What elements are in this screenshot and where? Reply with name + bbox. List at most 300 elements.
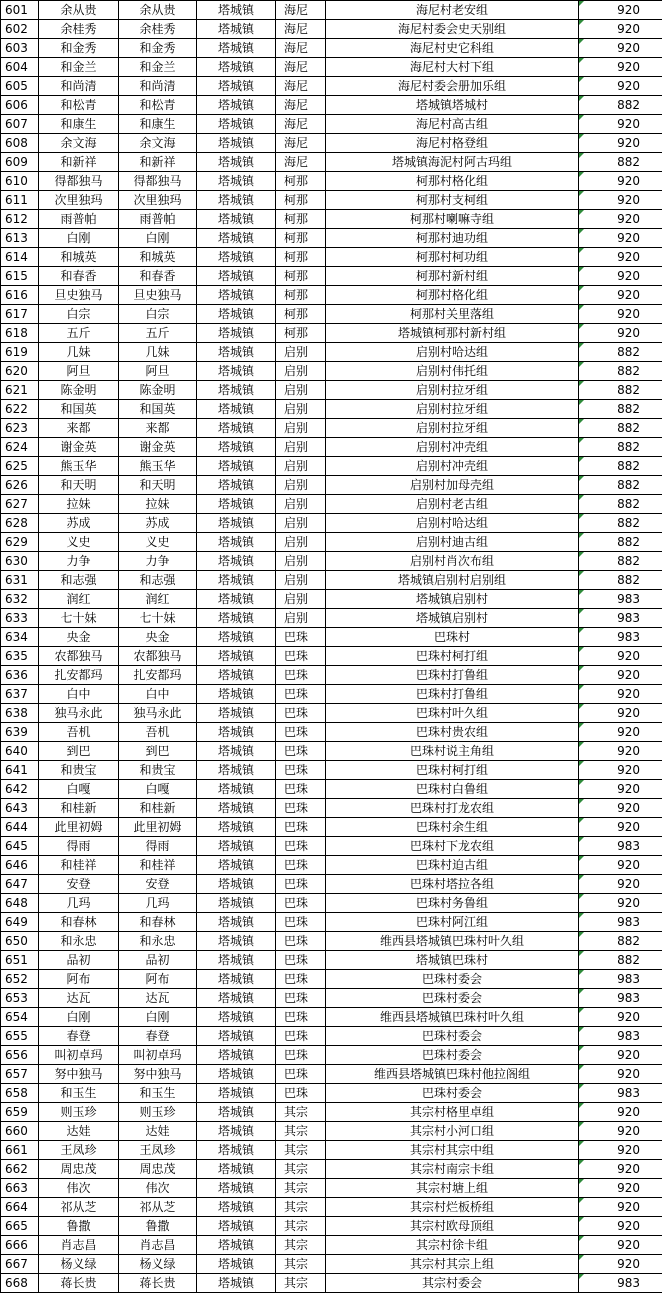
town-cell: 塔城镇 <box>197 115 276 134</box>
village-cell: 巴珠 <box>276 685 326 704</box>
town-cell: 塔城镇 <box>197 856 276 875</box>
town-cell: 塔城镇 <box>197 875 276 894</box>
amount-cell: 920 <box>579 1103 662 1122</box>
name-cell: 达娃 <box>39 1122 119 1141</box>
address-cell: 巴珠村迫古组 <box>326 856 579 875</box>
table-row <box>1 476 662 495</box>
address-cell: 巴珠村委会 <box>326 970 579 989</box>
name-cell-2: 来都 <box>119 419 197 438</box>
town-cell: 塔城镇 <box>197 799 276 818</box>
row-number: 661 <box>1 1141 39 1160</box>
amount-cell: 983 <box>579 1084 662 1103</box>
village-cell: 海尼 <box>276 153 326 172</box>
amount-cell: 920 <box>579 875 662 894</box>
village-cell: 巴珠 <box>276 1008 326 1027</box>
name-cell: 周忠茂 <box>39 1160 119 1179</box>
row-number: 642 <box>1 780 39 799</box>
amount-cell: 920 <box>579 894 662 913</box>
village-cell: 海尼 <box>276 96 326 115</box>
name-cell: 苏成 <box>39 514 119 533</box>
town-cell: 塔城镇 <box>197 742 276 761</box>
name-cell: 余文海 <box>39 134 119 153</box>
table-row <box>1 590 662 609</box>
address-cell: 其宗村小河口组 <box>326 1122 579 1141</box>
table-row <box>1 647 662 666</box>
village-cell: 启别 <box>276 514 326 533</box>
town-cell: 塔城镇 <box>197 1065 276 1084</box>
row-number: 639 <box>1 723 39 742</box>
name-cell-2: 和贵宝 <box>119 761 197 780</box>
address-cell: 其宗村委会 <box>326 1274 579 1293</box>
name-cell-2: 和金秀 <box>119 39 197 58</box>
village-cell: 巴珠 <box>276 704 326 723</box>
row-number: 668 <box>1 1274 39 1293</box>
name-cell: 鲁撒 <box>39 1217 119 1236</box>
name-cell-2: 和城英 <box>119 248 197 267</box>
name-cell: 白刚 <box>39 229 119 248</box>
amount-cell: 882 <box>579 96 662 115</box>
address-cell: 柯那村格化组 <box>326 172 579 191</box>
village-cell: 启别 <box>276 552 326 571</box>
address-cell: 柯那村迪功组 <box>326 229 579 248</box>
address-cell: 其宗村南宗卡组 <box>326 1160 579 1179</box>
row-number: 610 <box>1 172 39 191</box>
table-row <box>1 1141 662 1160</box>
name-cell: 白嘎 <box>39 780 119 799</box>
amount-cell: 983 <box>579 989 662 1008</box>
village-cell: 巴珠 <box>276 970 326 989</box>
row-number: 655 <box>1 1027 39 1046</box>
name-cell-2: 五斤 <box>119 324 197 343</box>
row-number: 611 <box>1 191 39 210</box>
town-cell: 塔城镇 <box>197 666 276 685</box>
address-cell: 巴珠村委会 <box>326 1027 579 1046</box>
address-cell: 柯那村支柯组 <box>326 191 579 210</box>
name-cell-2: 余桂秀 <box>119 20 197 39</box>
row-number: 666 <box>1 1236 39 1255</box>
name-cell: 义史 <box>39 533 119 552</box>
table-row <box>1 894 662 913</box>
address-cell: 柯那村关里落组 <box>326 305 579 324</box>
table-body <box>1 1 662 1293</box>
row-number: 650 <box>1 932 39 951</box>
village-cell: 其宗 <box>276 1179 326 1198</box>
table-row <box>1 685 662 704</box>
town-cell: 塔城镇 <box>197 324 276 343</box>
village-cell: 巴珠 <box>276 799 326 818</box>
name-cell-2: 义史 <box>119 533 197 552</box>
amount-cell: 920 <box>579 191 662 210</box>
village-cell: 其宗 <box>276 1198 326 1217</box>
row-number: 640 <box>1 742 39 761</box>
name-cell-2: 周忠茂 <box>119 1160 197 1179</box>
name-cell: 雨普帕 <box>39 210 119 229</box>
name-cell: 谢金英 <box>39 438 119 457</box>
amount-cell: 920 <box>579 1236 662 1255</box>
amount-cell: 920 <box>579 1179 662 1198</box>
table-row <box>1 932 662 951</box>
village-cell: 其宗 <box>276 1217 326 1236</box>
row-number: 651 <box>1 951 39 970</box>
address-cell: 启别村哈达组 <box>326 343 579 362</box>
name-cell-2: 阿布 <box>119 970 197 989</box>
amount-cell: 920 <box>579 1008 662 1027</box>
address-cell: 维西县塔城镇巴珠村叶久组 <box>326 932 579 951</box>
address-cell: 启别村伟托组 <box>326 362 579 381</box>
amount-cell: 882 <box>579 362 662 381</box>
village-cell: 巴珠 <box>276 723 326 742</box>
village-cell: 柯那 <box>276 229 326 248</box>
address-cell: 启别村肖次布组 <box>326 552 579 571</box>
row-number: 622 <box>1 400 39 419</box>
row-number: 660 <box>1 1122 39 1141</box>
village-cell: 巴珠 <box>276 875 326 894</box>
village-cell: 柯那 <box>276 248 326 267</box>
address-cell: 巴珠村余生组 <box>326 818 579 837</box>
address-cell: 巴珠村务鲁组 <box>326 894 579 913</box>
town-cell: 塔城镇 <box>197 172 276 191</box>
name-cell-2: 鲁撒 <box>119 1217 197 1236</box>
town-cell: 塔城镇 <box>197 1236 276 1255</box>
address-cell: 海尼村大村下组 <box>326 58 579 77</box>
table-row <box>1 381 662 400</box>
name-cell-2: 蒋长贵 <box>119 1274 197 1293</box>
name-cell-2: 吾机 <box>119 723 197 742</box>
village-cell: 巴珠 <box>276 856 326 875</box>
address-cell: 海尼村委会册加乐组 <box>326 77 579 96</box>
row-number: 609 <box>1 153 39 172</box>
address-cell: 塔城镇巴珠村 <box>326 951 579 970</box>
name-cell: 王凤珍 <box>39 1141 119 1160</box>
table-row <box>1 1160 662 1179</box>
town-cell: 塔城镇 <box>197 438 276 457</box>
name-cell-2: 七十妹 <box>119 609 197 628</box>
amount-cell: 920 <box>579 305 662 324</box>
address-cell: 巴珠村委会 <box>326 1084 579 1103</box>
table-row <box>1 989 662 1008</box>
name-cell: 吾机 <box>39 723 119 742</box>
village-cell: 巴珠 <box>276 666 326 685</box>
table-row <box>1 875 662 894</box>
name-cell: 几妹 <box>39 343 119 362</box>
table-row <box>1 742 662 761</box>
name-cell: 农都独马 <box>39 647 119 666</box>
name-cell-2: 几妹 <box>119 343 197 362</box>
amount-cell: 882 <box>579 153 662 172</box>
name-cell: 得都独马 <box>39 172 119 191</box>
name-cell-2: 杨义绿 <box>119 1255 197 1274</box>
table-row <box>1 191 662 210</box>
name-cell: 和贵宝 <box>39 761 119 780</box>
row-number: 647 <box>1 875 39 894</box>
address-cell: 柯那村格化组 <box>326 286 579 305</box>
name-cell: 旦史独马 <box>39 286 119 305</box>
row-number: 605 <box>1 77 39 96</box>
amount-cell: 920 <box>579 172 662 191</box>
amount-cell: 920 <box>579 1 662 20</box>
name-cell: 阿旦 <box>39 362 119 381</box>
name-cell-2: 雨普帕 <box>119 210 197 229</box>
name-cell: 品初 <box>39 951 119 970</box>
row-number: 657 <box>1 1065 39 1084</box>
name-cell-2: 和春林 <box>119 913 197 932</box>
village-cell: 巴珠 <box>276 932 326 951</box>
table-row <box>1 115 662 134</box>
amount-cell: 882 <box>579 381 662 400</box>
address-cell: 其宗村烂板桥组 <box>326 1198 579 1217</box>
table-row <box>1 172 662 191</box>
address-cell: 启别村冲壳组 <box>326 457 579 476</box>
name-cell: 和玉生 <box>39 1084 119 1103</box>
table-row <box>1 1027 662 1046</box>
amount-cell: 920 <box>579 39 662 58</box>
address-cell: 启别村加母壳组 <box>326 476 579 495</box>
amount-cell: 882 <box>579 514 662 533</box>
row-number: 662 <box>1 1160 39 1179</box>
table-row <box>1 951 662 970</box>
amount-cell: 920 <box>579 267 662 286</box>
name-cell-2: 和新祥 <box>119 153 197 172</box>
town-cell: 塔城镇 <box>197 989 276 1008</box>
name-cell: 力争 <box>39 552 119 571</box>
table-row <box>1 153 662 172</box>
name-cell: 杨义绿 <box>39 1255 119 1274</box>
amount-cell: 920 <box>579 723 662 742</box>
name-cell-2: 品初 <box>119 951 197 970</box>
name-cell: 祁从芝 <box>39 1198 119 1217</box>
table-row <box>1 267 662 286</box>
name-cell-2: 王凤珍 <box>119 1141 197 1160</box>
town-cell: 塔城镇 <box>197 96 276 115</box>
town-cell: 塔城镇 <box>197 1179 276 1198</box>
town-cell: 塔城镇 <box>197 571 276 590</box>
town-cell: 塔城镇 <box>197 533 276 552</box>
village-cell: 海尼 <box>276 134 326 153</box>
address-cell: 海尼村史它科组 <box>326 39 579 58</box>
village-cell: 启别 <box>276 343 326 362</box>
name-cell-2: 叫初卓玛 <box>119 1046 197 1065</box>
village-cell: 启别 <box>276 495 326 514</box>
row-number: 663 <box>1 1179 39 1198</box>
name-cell-2: 润红 <box>119 590 197 609</box>
name-cell: 润红 <box>39 590 119 609</box>
amount-cell: 920 <box>579 647 662 666</box>
town-cell: 塔城镇 <box>197 894 276 913</box>
table-row <box>1 495 662 514</box>
row-number: 648 <box>1 894 39 913</box>
village-cell: 巴珠 <box>276 761 326 780</box>
name-cell-2: 次里独玛 <box>119 191 197 210</box>
name-cell: 和桂新 <box>39 799 119 818</box>
name-cell-2: 白中 <box>119 685 197 704</box>
table-row <box>1 324 662 343</box>
address-cell: 维西县塔城镇巴珠村他拉阁组 <box>326 1065 579 1084</box>
village-cell: 柯那 <box>276 191 326 210</box>
village-cell: 巴珠 <box>276 1046 326 1065</box>
table-row <box>1 799 662 818</box>
amount-cell: 920 <box>579 742 662 761</box>
address-cell: 巴珠村下龙农组 <box>326 837 579 856</box>
name-cell-2: 和永忠 <box>119 932 197 951</box>
amount-cell: 983 <box>579 1274 662 1293</box>
name-cell-2: 和国英 <box>119 400 197 419</box>
row-number: 649 <box>1 913 39 932</box>
amount-cell: 920 <box>579 704 662 723</box>
name-cell: 和金兰 <box>39 58 119 77</box>
town-cell: 塔城镇 <box>197 457 276 476</box>
town-cell: 塔城镇 <box>197 210 276 229</box>
address-cell: 海尼村高古组 <box>326 115 579 134</box>
row-number: 667 <box>1 1255 39 1274</box>
name-cell: 和桂祥 <box>39 856 119 875</box>
village-cell: 巴珠 <box>276 647 326 666</box>
name-cell: 几玛 <box>39 894 119 913</box>
town-cell: 塔城镇 <box>197 647 276 666</box>
address-cell: 巴珠村叶久组 <box>326 704 579 723</box>
address-cell: 海尼村格登组 <box>326 134 579 153</box>
amount-cell: 983 <box>579 913 662 932</box>
address-cell: 巴珠村委会 <box>326 989 579 1008</box>
table-row <box>1 533 662 552</box>
amount-cell: 882 <box>579 533 662 552</box>
town-cell: 塔城镇 <box>197 267 276 286</box>
name-cell-2: 白宗 <box>119 305 197 324</box>
town-cell: 塔城镇 <box>197 1217 276 1236</box>
amount-cell: 882 <box>579 932 662 951</box>
town-cell: 塔城镇 <box>197 191 276 210</box>
town-cell: 塔城镇 <box>197 343 276 362</box>
table-row <box>1 1008 662 1027</box>
village-cell: 巴珠 <box>276 837 326 856</box>
address-cell: 巴珠村柯打组 <box>326 647 579 666</box>
row-number: 623 <box>1 419 39 438</box>
table-row <box>1 628 662 647</box>
row-number: 665 <box>1 1217 39 1236</box>
town-cell: 塔城镇 <box>197 58 276 77</box>
table-row <box>1 400 662 419</box>
row-number: 637 <box>1 685 39 704</box>
amount-cell: 882 <box>579 476 662 495</box>
table-row <box>1 438 662 457</box>
name-cell-2: 肖志昌 <box>119 1236 197 1255</box>
name-cell: 伟次 <box>39 1179 119 1198</box>
name-cell-2: 得都独马 <box>119 172 197 191</box>
address-cell: 其宗村欧母顶组 <box>326 1217 579 1236</box>
town-cell: 塔城镇 <box>197 476 276 495</box>
table-row <box>1 856 662 875</box>
name-cell: 和康生 <box>39 115 119 134</box>
amount-cell: 920 <box>579 248 662 267</box>
name-cell: 五斤 <box>39 324 119 343</box>
name-cell-2: 独马永此 <box>119 704 197 723</box>
address-cell: 塔城镇启别村 <box>326 609 579 628</box>
town-cell: 塔城镇 <box>197 286 276 305</box>
village-cell: 柯那 <box>276 210 326 229</box>
name-cell: 和永忠 <box>39 932 119 951</box>
town-cell: 塔城镇 <box>197 153 276 172</box>
row-number: 646 <box>1 856 39 875</box>
table-row <box>1 761 662 780</box>
name-cell: 努中独马 <box>39 1065 119 1084</box>
amount-cell: 920 <box>579 1198 662 1217</box>
address-cell: 维西县塔城镇巴珠村叶久组 <box>326 1008 579 1027</box>
table-row <box>1 723 662 742</box>
row-number: 627 <box>1 495 39 514</box>
amount-cell: 920 <box>579 1065 662 1084</box>
town-cell: 塔城镇 <box>197 1160 276 1179</box>
table-row <box>1 913 662 932</box>
town-cell: 塔城镇 <box>197 229 276 248</box>
table-row <box>1 1122 662 1141</box>
table-row <box>1 970 662 989</box>
village-cell: 海尼 <box>276 58 326 77</box>
amount-cell: 882 <box>579 457 662 476</box>
row-number: 631 <box>1 571 39 590</box>
table-row <box>1 343 662 362</box>
address-cell: 启别村冲壳组 <box>326 438 579 457</box>
name-cell-2: 阿旦 <box>119 362 197 381</box>
amount-cell: 920 <box>579 1217 662 1236</box>
address-cell: 柯那村喇嘛寺组 <box>326 210 579 229</box>
village-cell: 巴珠 <box>276 1027 326 1046</box>
name-cell-2: 和桂新 <box>119 799 197 818</box>
address-cell: 巴珠村 <box>326 628 579 647</box>
town-cell: 塔城镇 <box>197 1 276 20</box>
table-row <box>1 666 662 685</box>
name-cell-2: 和金兰 <box>119 58 197 77</box>
table-row <box>1 780 662 799</box>
name-cell-2: 努中独马 <box>119 1065 197 1084</box>
address-cell: 巴珠村委会 <box>326 1046 579 1065</box>
town-cell: 塔城镇 <box>197 1141 276 1160</box>
town-cell: 塔城镇 <box>197 932 276 951</box>
table-row <box>1 286 662 305</box>
village-cell: 柯那 <box>276 286 326 305</box>
row-number: 628 <box>1 514 39 533</box>
village-cell: 启别 <box>276 400 326 419</box>
address-cell: 巴珠村打鲁组 <box>326 685 579 704</box>
address-cell: 柯那村新村组 <box>326 267 579 286</box>
name-cell: 独马永此 <box>39 704 119 723</box>
address-cell: 启别村老古组 <box>326 495 579 514</box>
name-cell: 和天明 <box>39 476 119 495</box>
table-row <box>1 1255 662 1274</box>
row-number: 656 <box>1 1046 39 1065</box>
amount-cell: 920 <box>579 115 662 134</box>
name-cell-2: 和桂祥 <box>119 856 197 875</box>
row-number: 645 <box>1 837 39 856</box>
row-number: 607 <box>1 115 39 134</box>
village-cell: 启别 <box>276 609 326 628</box>
village-cell: 海尼 <box>276 115 326 134</box>
town-cell: 塔城镇 <box>197 1122 276 1141</box>
row-number: 658 <box>1 1084 39 1103</box>
table-row <box>1 1274 662 1293</box>
village-cell: 巴珠 <box>276 818 326 837</box>
row-number: 653 <box>1 989 39 1008</box>
town-cell: 塔城镇 <box>197 419 276 438</box>
table-row <box>1 837 662 856</box>
address-cell: 塔城镇启别村 <box>326 590 579 609</box>
amount-cell: 983 <box>579 1027 662 1046</box>
table-row <box>1 552 662 571</box>
name-cell: 余桂秀 <box>39 20 119 39</box>
address-cell: 海尼村老安组 <box>326 1 579 20</box>
village-cell: 海尼 <box>276 20 326 39</box>
name-cell: 安登 <box>39 875 119 894</box>
village-cell: 启别 <box>276 381 326 400</box>
row-number: 659 <box>1 1103 39 1122</box>
